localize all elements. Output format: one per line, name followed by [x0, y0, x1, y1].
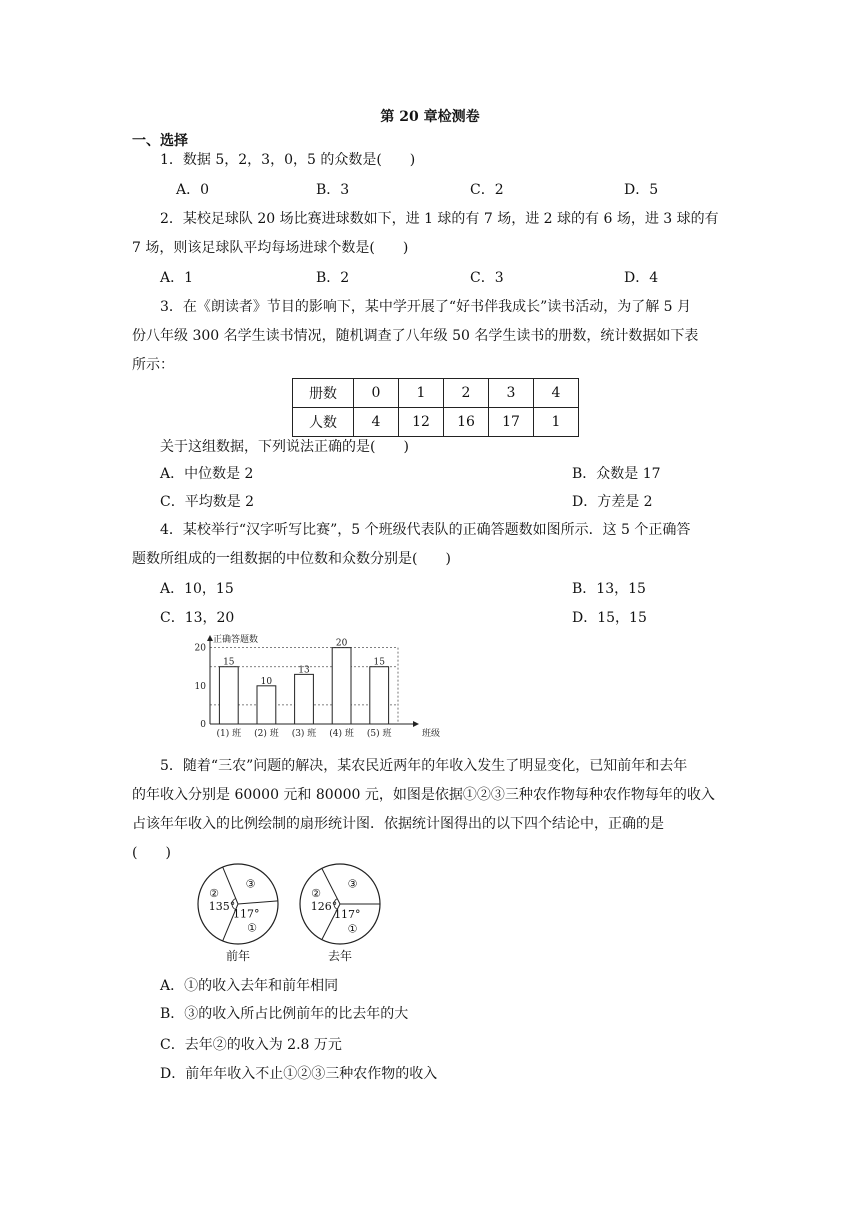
q5-option-d: D．前年年收入不止①②③三种农作物的收入	[160, 1066, 438, 1082]
bar-value-label: 20	[335, 638, 348, 649]
bar	[332, 648, 351, 724]
pie-caption: 前年	[225, 949, 251, 963]
q3-question: 关于这组数据，下列说法正确的是( )	[160, 439, 409, 455]
q1-option-b: B．3	[316, 182, 350, 198]
table-cell: 12	[399, 408, 444, 437]
table-cell: 0	[354, 379, 399, 408]
table-cell: 4	[534, 379, 579, 408]
q1-stem: 1．数据 5，2，3，0，5 的众数是( )	[160, 152, 416, 168]
q3-option-a: A．中位数是 2	[160, 466, 254, 482]
slice-label: ①	[247, 921, 258, 935]
bar	[257, 686, 276, 724]
q3-stem-line: 所示：	[132, 357, 174, 373]
y-tick-label: 0	[200, 720, 206, 730]
q4-option-c: C．13，20	[160, 610, 235, 626]
x-tick-label: (2) 班	[254, 729, 279, 739]
q5-stem-line: 5．随着“三农”问题的解决，某农民近两年的年收入发生了明显变化，已知前年和去年	[160, 758, 688, 774]
slice-label: ③	[347, 877, 358, 891]
page-title: 第 20 章检测卷	[380, 109, 480, 125]
table-header-cell: 人数	[293, 408, 354, 437]
table-cell: 17	[489, 408, 534, 437]
q2-option-b: B．2	[316, 270, 350, 286]
angle-label: 117°	[334, 907, 361, 921]
q3-stem-line: 份八年级 300 名学生读书情况，随机调查了八年级 50 名学生读书的册数，统计数据如下表	[132, 328, 699, 344]
q3-option-c: C．平均数是 2	[160, 494, 255, 510]
bar	[370, 667, 389, 724]
q4-option-d: D．15，15	[572, 610, 647, 626]
q1-option-d: D．5	[624, 182, 659, 198]
slice-label: ②	[209, 887, 219, 900]
bar	[219, 667, 238, 724]
table-row	[293, 408, 579, 437]
q4-bar-chart	[190, 632, 450, 740]
bar-value-label: 15	[373, 657, 385, 668]
bar	[295, 674, 314, 724]
q3-table	[292, 378, 579, 437]
q2-option-d: D．4	[624, 270, 659, 286]
q4-option-a: A．10，15	[160, 581, 234, 597]
table-cell: 1	[399, 379, 444, 408]
q1-option-c: C．2	[470, 182, 504, 198]
q4-option-b: B．13，15	[572, 581, 646, 597]
q5-stem-line: 占该年年收入的比例绘制的扇形统计图．依据统计图得出的以下四个结论中，正确的是	[132, 816, 664, 832]
q2-option-c: C．3	[470, 270, 504, 286]
q5-option-c: C．去年②的收入为 2.8 万元	[160, 1037, 342, 1053]
q4-stem-line: 题数所组成的一组数据的中位数和众数分别是( )	[132, 551, 451, 567]
x-tick-label: (4) 班	[329, 729, 354, 739]
x-tick-label: (3) 班	[291, 729, 317, 739]
table-cell: 4	[354, 408, 399, 437]
q4-stem-line: 4．某校举行“汉字听写比赛”，5 个班级代表队的正确答题数如图所示．这 5 个正确答	[160, 522, 691, 538]
q3-option-b: B．众数是 17	[572, 466, 661, 482]
q2-stem-line: 7 场，则该足球队平均每场进球个数是( )	[132, 240, 409, 256]
pie-caption: 去年	[327, 949, 353, 963]
q2-stem-line: 2．某校足球队 20 场比赛进球数如下，进 1 球的有 7 场，进 2 球的有 6 场，进 3 球的有	[160, 211, 719, 227]
q5-pie-charts	[196, 862, 392, 972]
table-cell: 1	[534, 408, 579, 437]
angle-label: 117°	[232, 907, 260, 921]
slice-label: ②	[311, 887, 321, 900]
table-row	[293, 379, 579, 408]
table-cell: 3	[489, 379, 534, 408]
angle-label: 135°	[208, 900, 236, 913]
table-cell: 16	[444, 408, 489, 437]
q5-option-b: B．③的收入所占比例前年的比去年的大	[160, 1006, 409, 1022]
slice-label: ③	[245, 877, 256, 891]
section-heading: 一、选择	[132, 133, 188, 149]
y-tick-label: 10	[194, 681, 206, 692]
table-cell: 2	[444, 379, 489, 408]
x-axis-label: 班级	[422, 729, 441, 739]
q5-stem-line: 的年收入分别是 60000 元和 80000 元，如图是依据①②③三种农作物每种农作物每年的收入	[132, 787, 715, 803]
q2-option-a: A．1	[160, 270, 194, 286]
table-header-cell: 册数	[293, 379, 354, 408]
bar-value-label: 10	[260, 676, 273, 687]
bar-value-label: 13	[298, 665, 310, 676]
y-axis-label: 正确答题数	[213, 635, 259, 645]
x-tick-label: (5) 班	[366, 729, 392, 739]
angle-label: 126°	[310, 900, 338, 913]
q3-stem-line: 3．在《朗读者》节目的影响下，某中学开展了“好书伴我成长”读书活动，为了解 5 月	[160, 299, 692, 315]
bar-value-label: 15	[223, 657, 235, 668]
q5-option-a: A．①的收入去年和前年相同	[160, 978, 339, 994]
q1-option-a: A．0	[176, 182, 210, 198]
slice-label: ①	[347, 922, 358, 936]
q3-option-d: D．方差是 2	[572, 494, 653, 510]
x-tick-label: (1) 班	[216, 729, 242, 739]
q5-stem-line: ( )	[132, 845, 171, 861]
y-tick-label: 20	[194, 643, 206, 654]
